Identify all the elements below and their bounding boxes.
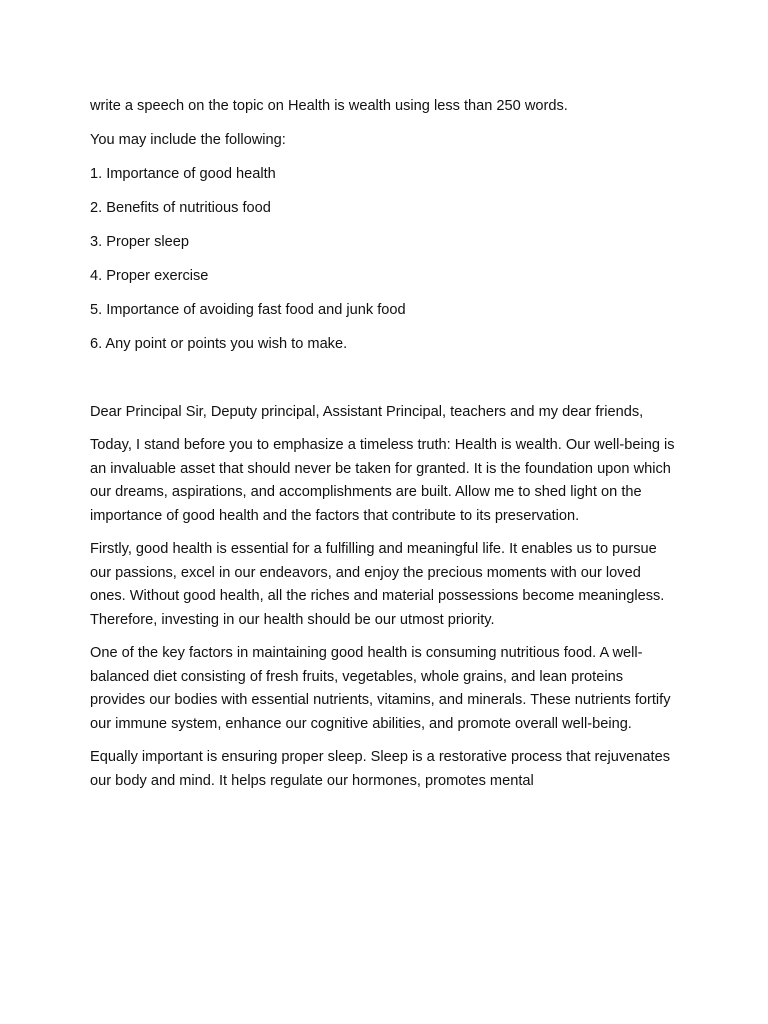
prompt-instruction: write a speech on the topic on Health is wealth using less than 250 words. (90, 98, 568, 114)
speech-paragraph-4: Equally important is ensuring proper sleep. Sleep is a restorative process that rejuvenates our body and mind. It helps regulate our hormones, promotes mental (90, 749, 671, 789)
speech-paragraph-1: Today, I stand before you to emphasize a timeless truth: Health is wealth. Our well-being is an invaluable asset that should never be taken for granted. It is the foundation upon which our dreams, aspirations, and accomplishments are built. Allow me to shed light on the importance of good health and the factors that contribute to its preservation. (90, 437, 675, 524)
prompt-item-1: 1. Importance of good health (90, 166, 276, 182)
prompt-item-3: 3. Proper sleep (90, 234, 189, 250)
speech-salutation: Dear Principal Sir, Deputy principal, Assistant Principal, teachers and my dear friends, (90, 403, 644, 420)
speech-paragraph-3: One of the key factors in maintaining good health is consuming nutritious food. A well-balanced diet consisting of fresh fruits, vegetables, whole grains, and lean proteins provides our bodies with essential nutrients, vitamins, and minerals. These nutrients fortify our immune system, enhance our cognitive abilities, and promote overall well-being. (90, 645, 671, 732)
prompt-item-4: 4. Proper exercise (90, 268, 209, 284)
prompt-item-2: 2. Benefits of nutritious food (90, 200, 271, 216)
prompt-item-5: 5. Importance of avoiding fast food and junk food (90, 302, 406, 318)
speech-paragraph-2: Firstly, good health is essential for a fulfilling and meaningful life. It enables us to pursue our passions, excel in our endeavors, and enjoy the precious moments with our loved ones. Without good health, all the riches and material possessions become meaningless. Therefore, investing in our health should be our utmost priority. (90, 541, 665, 628)
document-body (90, 95, 680, 803)
prompt-intro: You may include the following: (90, 132, 286, 148)
section-gap (90, 357, 680, 401)
prompt-item-6: 6. Any point or points you wish to make. (90, 336, 348, 352)
